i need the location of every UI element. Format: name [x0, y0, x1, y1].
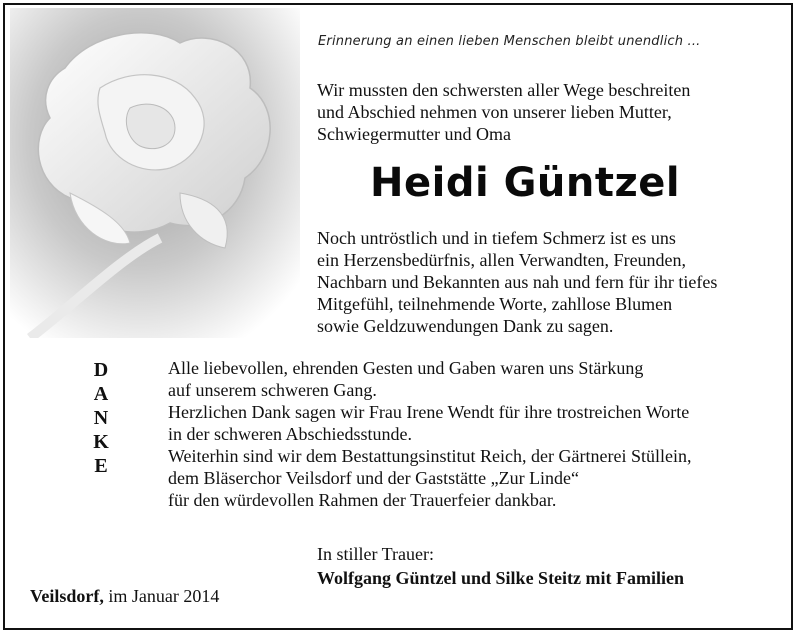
danke-letter: N: [93, 407, 109, 429]
signature-block: [317, 542, 684, 590]
gratitude-text: [317, 227, 787, 337]
rose-image: [10, 8, 300, 338]
thanks-line: Weiterhin sind wir dem Bestattungsinstitut Reich, der Gärtnerei Stüllein,: [168, 446, 692, 466]
gratitude-line: Noch untröstlich und in tiefem Schmerz ist es uns: [317, 228, 676, 248]
thanks-line: auf unserem schweren Gang.: [168, 380, 377, 400]
danke-letter: A: [93, 383, 109, 405]
intro-line: Wir mussten den schwersten aller Wege beschreiten: [317, 80, 691, 100]
mourning-line: In stiller Trauer:: [317, 544, 434, 564]
danke-letter: K: [93, 431, 109, 453]
thanks-line: dem Bläserchor Veilsdorf und der Gaststätte „Zur Linde“: [168, 468, 580, 488]
place-date: [30, 586, 219, 607]
danke-vertical: [86, 358, 116, 478]
thanks-text: [168, 357, 788, 511]
gratitude-line: sowie Geldzuwendungen Dank zu sagen.: [317, 316, 614, 336]
intro-line: Schwiegermutter und Oma: [317, 124, 511, 144]
gratitude-line: Nachbarn und Bekannten aus nah und fern für ihr tiefes: [317, 272, 718, 292]
deceased-name: Heidi Güntzel: [370, 160, 681, 206]
danke-letter: D: [93, 359, 109, 381]
danke-letter: E: [94, 455, 108, 477]
thanks-line: in der schweren Abschiedsstunde.: [168, 424, 412, 444]
family-names: Wolfgang Güntzel und Silke Steitz mit Familien: [317, 568, 685, 588]
tagline: Erinnerung an einen lieben Menschen bleibt unendlich ...: [318, 34, 701, 49]
intro-line: und Abschied nehmen von unserer lieben Mutter,: [317, 102, 672, 122]
place-town: Veilsdorf,: [30, 586, 104, 606]
place-date-text: im Januar 2014: [108, 586, 220, 606]
intro-text: [317, 79, 787, 145]
thanks-line: für den würdevollen Rahmen der Trauerfeier dankbar.: [168, 490, 557, 510]
gratitude-line: Mitgefühl, teilnehmende Worte, zahllose Blumen: [317, 294, 673, 314]
gratitude-line: ein Herzensbedürfnis, allen Verwandten, Freunden,: [317, 250, 687, 270]
thanks-line: Herzlichen Dank sagen wir Frau Irene Wendt für ihre trostreichen Worte: [168, 402, 690, 422]
thanks-line: Alle liebevollen, ehrenden Gesten und Gaben waren uns Stärkung: [168, 358, 644, 378]
